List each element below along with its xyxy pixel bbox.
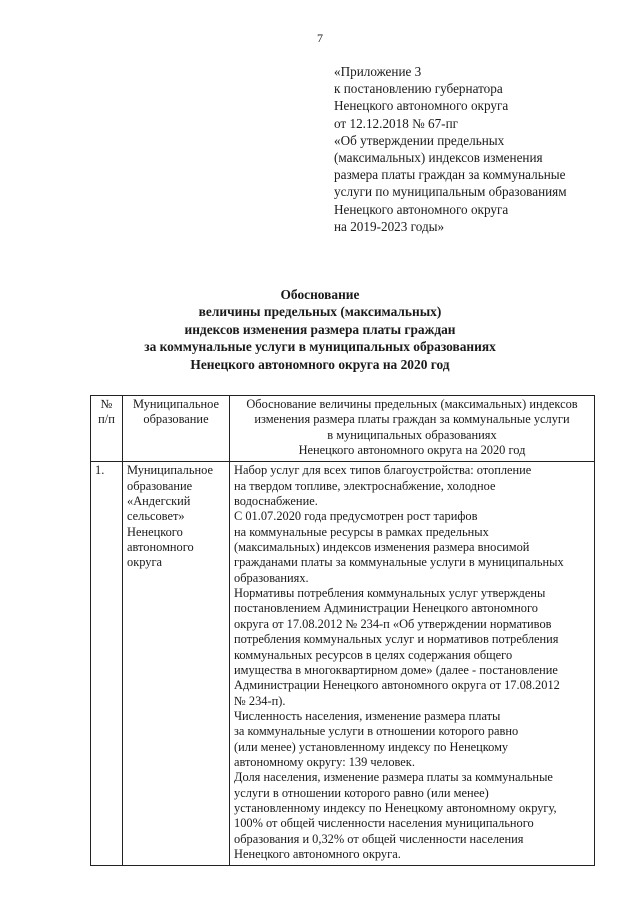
justification-line: водоснабжение. [234, 494, 318, 509]
appendix-line: Ненецкого автономного округа [334, 98, 509, 114]
justification-line: образования и 0,32% от общей численности населения [234, 831, 524, 846]
justification-line: (максимальных) индексов изменения размера вносимой [234, 540, 530, 555]
justification-line: на твердом топливе, электроснабжение, холодное [234, 478, 496, 493]
header-text: № [100, 397, 113, 411]
table-row [91, 462, 595, 866]
appendix-reference-block [334, 63, 624, 235]
justification-line: Набор услуг для всех типов благоустройства: отопление [234, 463, 532, 478]
municipality-line: округа [127, 555, 163, 570]
justification-line: Администрации Ненецкого автономного округа от 17.08.2012 [234, 678, 560, 693]
appendix-line: Ненецкого автономного округа [334, 201, 509, 217]
justification-line: С 01.07.2020 года предусмотрен рост тарифов [234, 509, 478, 524]
municipality-line: Муниципальное [127, 463, 213, 478]
header-text: Ненецкого автономного округа на 2020 год [298, 443, 526, 458]
title-line: Ненецкого автономного округа на 2020 год [190, 356, 450, 372]
municipality-cell [123, 462, 230, 866]
header-text: Муниципальное [133, 397, 219, 411]
row-number: 1. [95, 463, 105, 478]
justification-line: установленному индексу по Ненецкому автономному округу, [234, 800, 557, 815]
justification-line: имущества в многоквартирном доме» (далее - постановление [234, 662, 558, 677]
appendix-line: на 2019-2023 годы» [334, 218, 445, 234]
header-text: в муниципальных образованиях [327, 427, 497, 442]
justification-line: образованиях. [234, 570, 309, 585]
header-text: изменения размера платы граждан за коммунальные услуги [254, 412, 570, 427]
title-line: за коммунальные услуги в муниципальных образованиях [144, 339, 496, 355]
page-number: 7 [317, 31, 323, 45]
row-number-cell [91, 462, 123, 866]
justification-line: постановлением Администрации Ненецкого автономного [234, 601, 538, 616]
justification-line: коммунальных ресурсов в целях содержания общего [234, 647, 513, 662]
document-title [0, 286, 640, 373]
title-line: величины предельных (максимальных) [198, 304, 442, 320]
justification-line: Доля населения, изменение размера платы за коммунальные [234, 770, 553, 785]
appendix-line: «Об утверждении предельных [334, 132, 505, 148]
header-text: образование [143, 412, 209, 427]
table-header-row [91, 396, 595, 462]
justification-line: потребления коммунальных услуг и нормативов потребления [234, 632, 559, 647]
municipality-line: «Андегский [127, 494, 191, 509]
appendix-line: (максимальных) индексов изменения [334, 150, 543, 166]
appendix-line: размера платы граждан за коммунальные [334, 167, 566, 183]
justification-cell [230, 462, 595, 866]
appendix-line: от 12.12.2018 № 67-пг [334, 115, 459, 131]
justification-line: за коммунальные услуги в отношении которого равно [234, 724, 519, 739]
municipality-line: сельсовет» [127, 509, 185, 524]
municipality-line: Ненецкого [127, 524, 183, 539]
header-text: Обоснование величины предельных (максимальных) индексов [246, 397, 578, 411]
appendix-line: услуги по муниципальным образованиям [334, 184, 567, 200]
justification-line: на коммунальные ресурсы в рамках предельных [234, 524, 489, 539]
header-text: п/п [98, 412, 115, 427]
justification-line: автономному округу: 139 человек. [234, 754, 415, 769]
header-number-cell [91, 396, 123, 462]
justification-line: Нормативы потребления коммунальных услуг утверждены [234, 586, 546, 601]
justification-table [90, 395, 595, 866]
justification-line: Ненецкого автономного округа. [234, 846, 401, 861]
appendix-line: к постановлению губернатора [334, 81, 503, 97]
municipality-line: образование [127, 478, 193, 493]
appendix-line: «Приложение 3 [334, 64, 422, 79]
municipality-line: автономного [127, 540, 194, 555]
title-line: Обоснование [280, 287, 360, 302]
title-line: индексов изменения размера платы граждан [184, 321, 456, 337]
justification-line: № 234-п). [234, 693, 286, 708]
justification-line: (или менее) установленному индексу по Ненецкому [234, 739, 509, 754]
justification-line: услуги в отношении которого равно (или менее) [234, 785, 489, 800]
header-justification-cell [230, 396, 595, 462]
justification-line: Численность населения, изменение размера платы [234, 708, 501, 723]
justification-line: округа от 17.08.2012 № 234-п «Об утверждении нормативов [234, 616, 552, 631]
justification-line: гражданами платы за коммунальные услуги в муниципальных [234, 555, 564, 570]
header-municipality-cell [123, 396, 230, 462]
justification-line: 100% от общей численности населения муниципального [234, 816, 534, 831]
